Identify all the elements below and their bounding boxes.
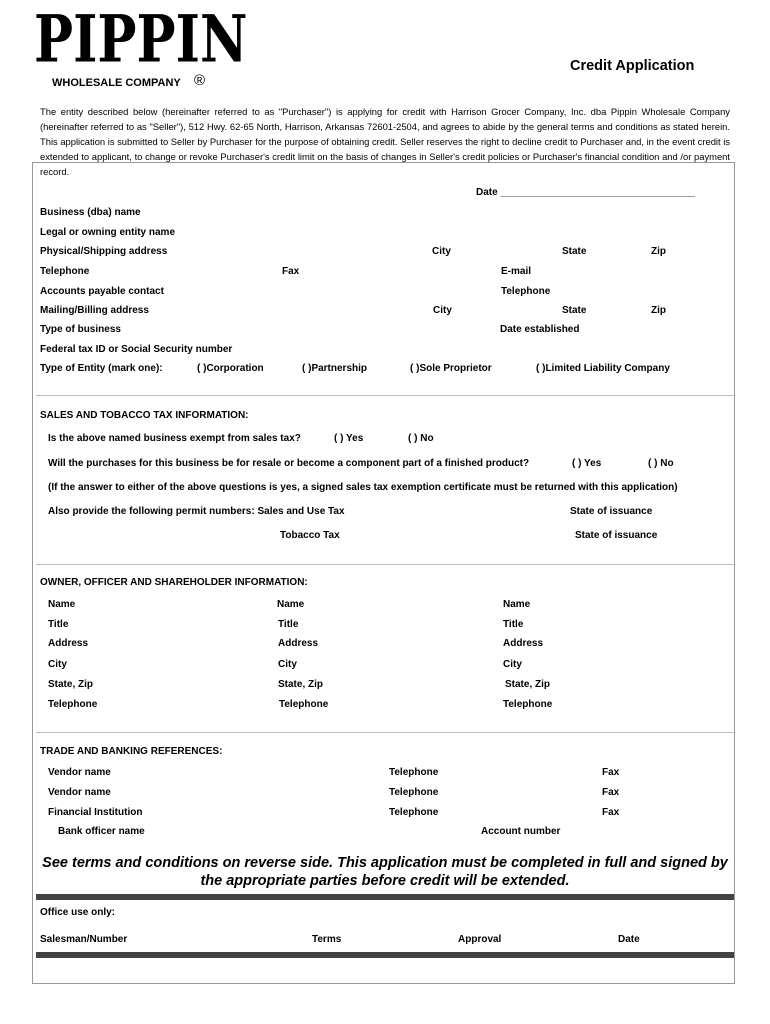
exempt-yes-checkbox[interactable]: ( ) Yes (334, 433, 364, 444)
owner2-address-label: Address (278, 638, 319, 649)
owner2-telephone-label: Telephone (279, 699, 329, 710)
physical-zip-label: Zip (651, 246, 666, 257)
owner3-title-label: Title (503, 619, 524, 630)
resale-question: Will the purchases for this business be for resale or become a component part of a finished product? (48, 458, 530, 469)
vendor2-telephone-label: Telephone (389, 787, 439, 798)
mailing-city-label: City (433, 305, 452, 316)
entity-sole-proprietor-checkbox[interactable]: ( )Sole Proprietor (410, 363, 492, 374)
date-established-label: Date established (500, 324, 580, 335)
sales-tax-state-label: State of issuance (570, 506, 653, 517)
resale-no-checkbox[interactable]: ( ) No (648, 458, 674, 469)
sales-use-tax-label: Also provide the following permit numbers: Sales and Use Tax (48, 506, 345, 517)
telephone-label: Telephone (40, 266, 90, 277)
owner1-city-label: City (48, 659, 67, 670)
owner1-title-label: Title (48, 619, 69, 630)
owner1-address-label: Address (48, 638, 89, 649)
company-name: WHOLESALE COMPANY (52, 77, 181, 89)
approval-label: Approval (458, 934, 502, 945)
registered-mark: ® (194, 72, 206, 89)
divider (36, 395, 734, 396)
owner-heading: OWNER, OFFICER AND SHAREHOLDER INFORMATION: (40, 577, 308, 588)
owner3-name-label: Name (503, 599, 531, 610)
resale-yes-checkbox[interactable]: ( ) Yes (572, 458, 602, 469)
owner1-statezip-label: State, Zip (48, 679, 94, 690)
business-dba-label: Business (dba) name (40, 207, 141, 218)
vendor1-telephone-label: Telephone (389, 767, 439, 778)
logo-svg (34, 0, 248, 77)
email-label: E-mail (501, 266, 532, 277)
intro-paragraph: The entity described below (hereinafter referred to as "Purchaser") is applying for credit with Harrison Grocer Company, Inc. dba Pippin Wholesale Company (hereinafter referred to as "Seller"), 512 Hwy. 62-65 North, Harrison, Arkansas 72601-2504, and agrees to abide by the general terms and conditions as stated herein. This application is submitted to Seller by Purchaser for the purpose of obtaining credit. Seller reserves the right to decline credit to Purchaser and, in the event credit is extended to applicant, to change or revoke Purchaser's credit limit on the basis of changes in Seller's credit policies or Purchaser's financial condition and /or payment record. (40, 106, 730, 177)
ap-telephone-label: Telephone (501, 286, 551, 297)
salesman-label: Salesman/Number (40, 934, 128, 945)
fax-label: Fax (282, 266, 300, 277)
office-use-heading: Office use only: (40, 907, 116, 918)
exemption-note: (If the answer to either of the above questions is yes, a signed sales tax exemption certificate must be returned with this application) (48, 482, 678, 493)
bank-officer-label: Bank officer name (58, 826, 145, 837)
owner3-statezip-label: State, Zip (505, 679, 551, 690)
mailing-address-label: Mailing/Billing address (40, 305, 149, 316)
date-field[interactable]: Date ___________________________________ (476, 187, 696, 198)
mailing-zip-label: Zip (651, 305, 666, 316)
tobacco-state-label: State of issuance (575, 530, 658, 541)
entity-type-label: Type of Entity (mark one): (40, 363, 163, 374)
owner1-telephone-label: Telephone (48, 699, 98, 710)
divider (36, 732, 734, 733)
physical-state-label: State (562, 246, 587, 257)
owner3-telephone-label: Telephone (503, 699, 553, 710)
legal-entity-label: Legal or owning entity name (40, 227, 176, 238)
trade-heading: TRADE AND BANKING REFERENCES: (40, 746, 223, 757)
entity-corporation-checkbox[interactable]: ( )Corporation (197, 363, 264, 374)
entity-llc-checkbox[interactable]: ( )Limited Liability Company (536, 363, 670, 374)
physical-city-label: City (432, 246, 451, 257)
sales-tax-heading: SALES AND TOBACCO TAX INFORMATION: (40, 410, 249, 421)
vendor2-label: Vendor name (48, 787, 111, 798)
entity-partnership-checkbox[interactable]: ( )Partnership (302, 363, 368, 374)
owner3-address-label: Address (503, 638, 544, 649)
pippin-logo (34, 0, 248, 77)
account-number-label: Account number (481, 826, 561, 837)
thick-divider-bottom (36, 952, 734, 958)
owner1-name-label: Name (48, 599, 76, 610)
institution-telephone-label: Telephone (389, 807, 439, 818)
office-date-label: Date (618, 934, 640, 945)
exempt-question: Is the above named business exempt from sales tax? (48, 433, 301, 444)
thick-divider (36, 894, 734, 900)
logo-text: PIPPIN (34, 0, 248, 77)
exempt-no-checkbox[interactable]: ( ) No (408, 433, 434, 444)
owner2-city-label: City (278, 659, 297, 670)
owner3-city-label: City (503, 659, 522, 670)
tax-id-label: Federal tax ID or Social Security number (40, 344, 233, 355)
office-terms-label: Terms (312, 934, 342, 945)
business-type-label: Type of business (40, 324, 121, 335)
page-title: Credit Application (570, 58, 695, 74)
institution-fax-label: Fax (602, 807, 620, 818)
vendor1-label: Vendor name (48, 767, 111, 778)
owner2-statezip-label: State, Zip (278, 679, 324, 690)
vendor1-fax-label: Fax (602, 767, 620, 778)
mailing-state-label: State (562, 305, 587, 316)
physical-address-label: Physical/Shipping address (40, 246, 168, 257)
institution-label: Financial Institution (48, 807, 143, 818)
tobacco-tax-label: Tobacco Tax (280, 530, 340, 541)
owner2-name-label: Name (277, 599, 305, 610)
ap-contact-label: Accounts payable contact (40, 286, 164, 297)
terms-notice: See terms and conditions on reverse side. This application must be completed in full and signed by the appropriate parties before credit will be extended. (42, 855, 728, 889)
owner2-title-label: Title (278, 619, 299, 630)
divider (36, 564, 734, 565)
vendor2-fax-label: Fax (602, 787, 620, 798)
